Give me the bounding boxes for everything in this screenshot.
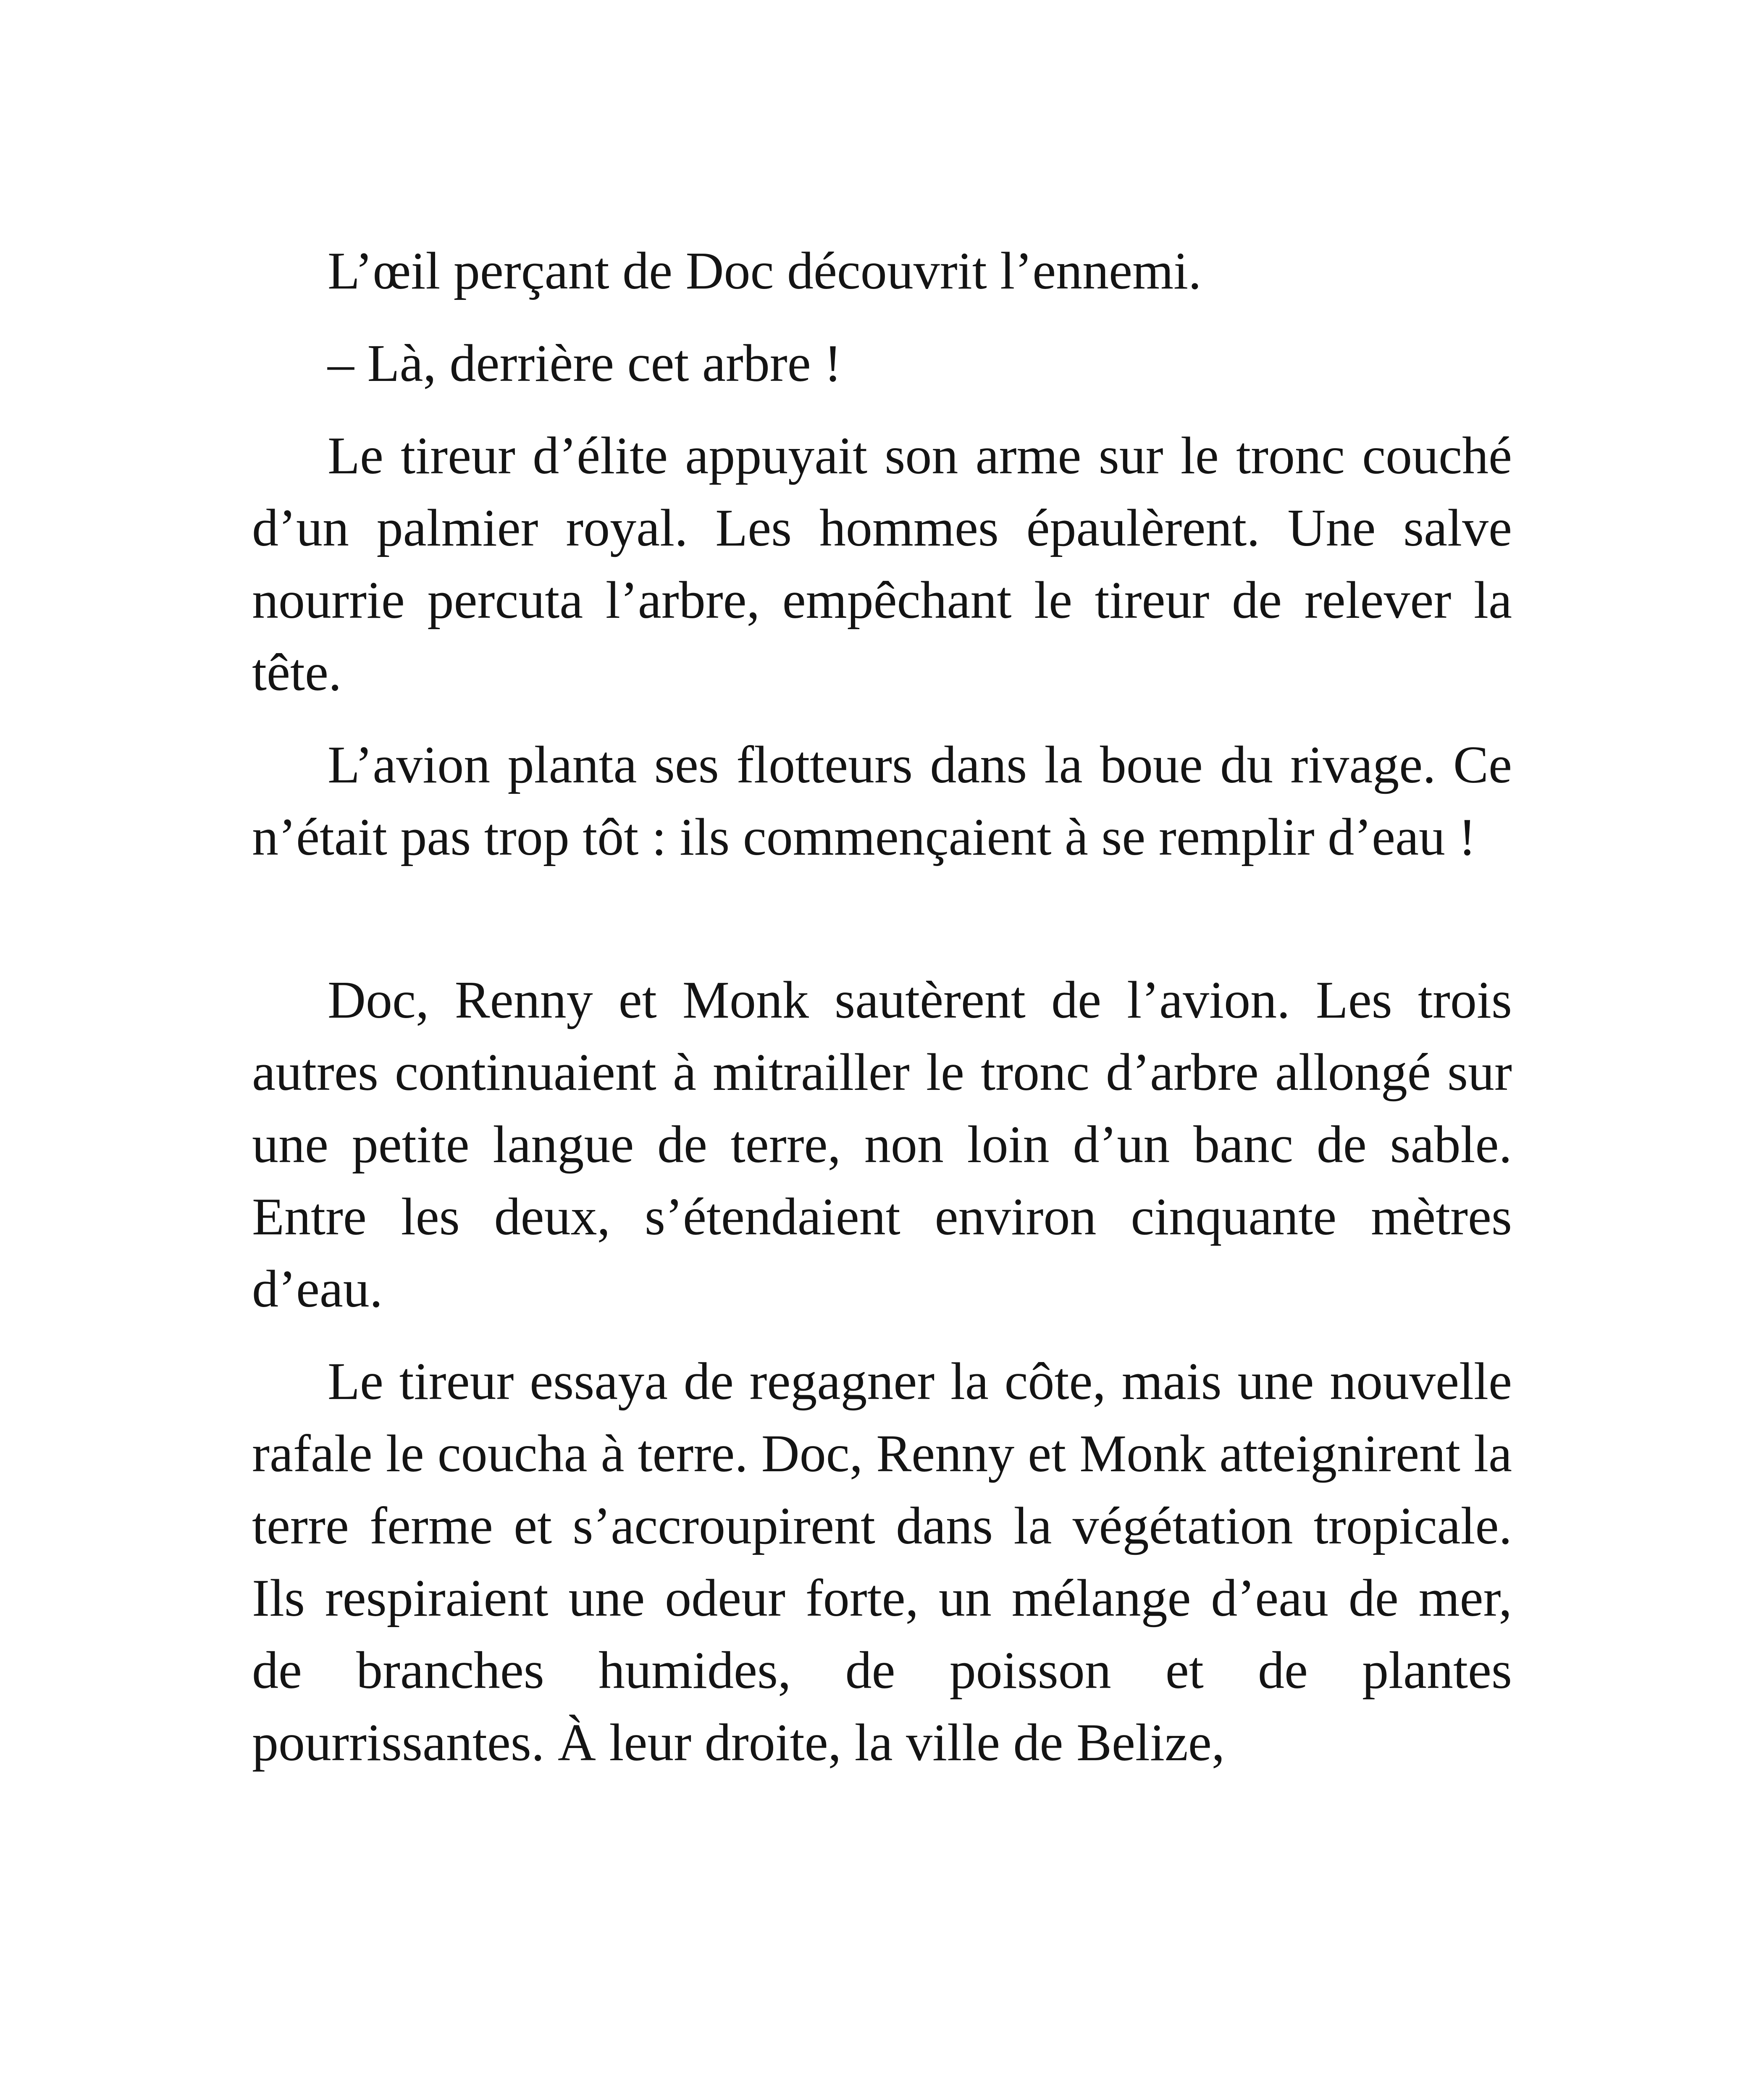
paragraph: L’œil perçant de Doc découvrit l’ennemi. (328, 242, 1202, 300)
section-break (252, 894, 1512, 964)
dialogue-line: – Là, derrière cet arbre ! (328, 334, 842, 393)
paragraph: Le tireur d’élite appuyait son arme sur le tronc couché d’un palmier royal. Les hommes épaulèrent. Une salve nourrie percuta l’arbre, empêchant le tireur de relever la tête. (252, 427, 1512, 702)
paragraph: L’avion planta ses flotteurs dans la boue du rivage. Ce n’était pas trop tôt : ils commençaient à se remplir d’eau ! (252, 736, 1512, 866)
text-body (252, 235, 1512, 1799)
paragraph: Doc, Renny et Monk sautèrent de l’avion. Les trois autres continuaient à mitrailler le tronc d’arbre allongé sur une petite langue de terre, non loin d’un banc de sable. Entre les deux, s’étendaient environ cinquante mètres d’eau. (252, 971, 1512, 1318)
paragraph: Le tireur essaya de regagner la côte, mais une nouvelle rafale le coucha à terre. Doc, Renny et Monk atteignirent la terre ferme et s’accroupirent dans la végétation tropicale. Ils respiraient une odeur forte, un mélange d’eau de mer, de branches humides, de poisson et de plantes pourrissantes. À leur droite, la ville de Belize, (252, 1352, 1512, 1772)
